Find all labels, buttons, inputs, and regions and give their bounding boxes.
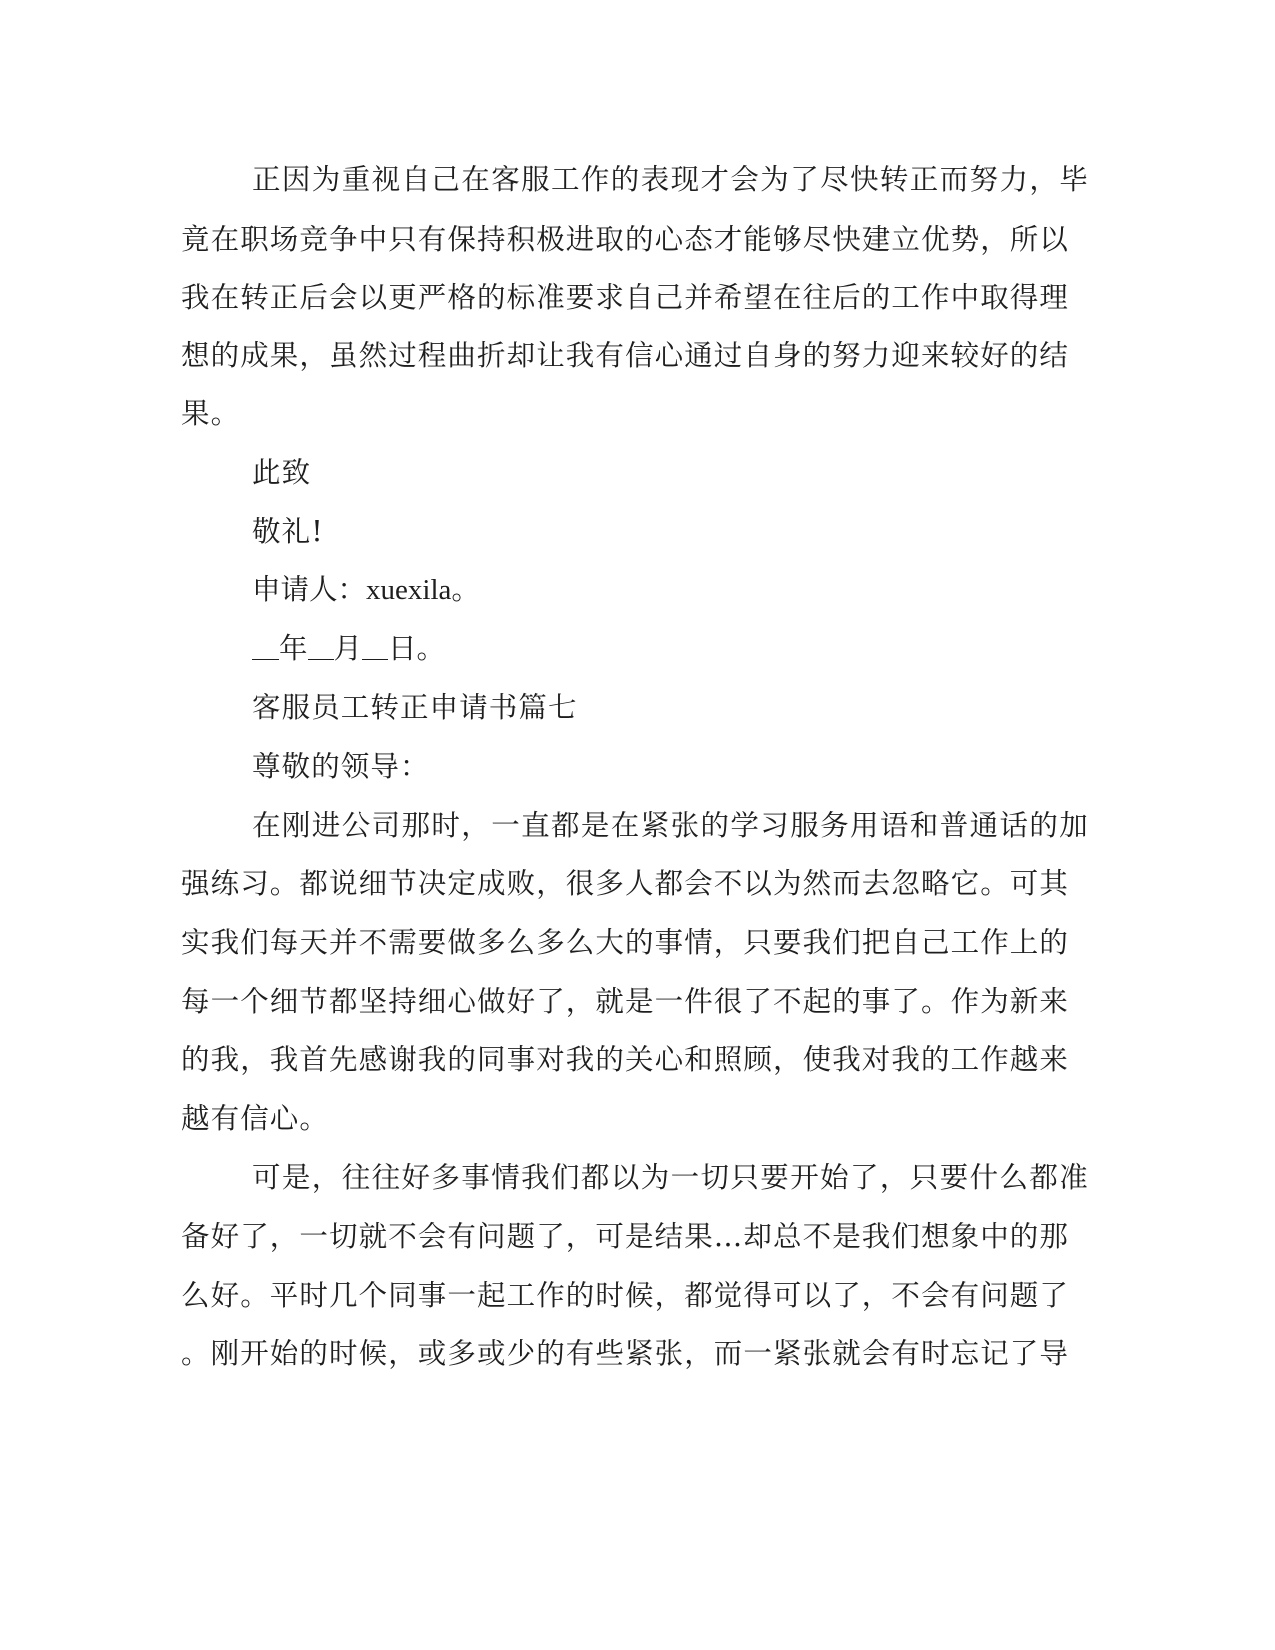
paragraph-1-line-1: 正因为重视自己在客服工作的表现才会为了尽快转正而努力，毕 [252, 163, 1090, 196]
date-day-blank [362, 629, 388, 660]
paragraph-1-line-3: 我在转正后会以更严格的标准要求自己并希望在往后的工作中取得理 [181, 281, 1070, 314]
date-month-blank [308, 629, 334, 660]
paragraph-2-line-5: 的我，我首先感谢我的同事对我的关心和照顾，使我对我的工作越来 [181, 1043, 1070, 1076]
date-line [0, 627, 1275, 671]
applicant-line [0, 568, 1275, 612]
paragraph-2-line-3: 实我们每天并不需要做多么多么大的事情，只要我们把自己工作上的 [181, 926, 1070, 959]
paragraph-3-line-4: 。刚开始的时候，或多或少的有些紧张，而一紧张就会有时忘记了导 [181, 1337, 1070, 1370]
paragraph-2-line-4: 每一个细节都坚持细心做好了，就是一件很了不起的事了。作为新来 [181, 985, 1070, 1018]
paragraph-1-line-4: 想的成果，虽然过程曲折却让我有信心通过自身的努力迎来较好的结 [181, 339, 1070, 372]
closing-salutation: 此致 [252, 456, 312, 489]
date-year-blank [252, 629, 279, 660]
applicant-end: 。 [451, 573, 480, 606]
paragraph-1-line-5: 果。 [181, 397, 241, 430]
paragraph-3-line-3: 么好。平时几个同事一起工作的时候，都觉得可以了，不会有问题了 [181, 1279, 1070, 1312]
date-month-label: 月 [333, 632, 363, 665]
greeting: 尊敬的领导： [252, 750, 430, 783]
paragraph-2-line-2: 强练习。都说细节决定成败，很多人都会不以为然而去忽略它。可其 [181, 867, 1070, 900]
paragraph-2-line-1: 在刚进公司那时，一直都是在紧张的学习服务用语和普通话的加 [252, 809, 1090, 842]
paragraph-3-line-2: 备好了，一切就不会有问题了，可是结果…却总不是我们想象中的那 [181, 1220, 1070, 1253]
date-day-label: 日。 [388, 632, 446, 665]
paragraph-3-line-1: 可是，往往好多事情我们都以为一切只要开始了，只要什么都准 [252, 1161, 1090, 1194]
closing-regards: 敬礼! [252, 515, 324, 548]
paragraph-2-line-6: 越有信心。 [181, 1102, 330, 1135]
date-year-label: 年 [279, 632, 308, 665]
applicant-name: xuexila [366, 574, 452, 606]
section-title: 客服员工转正申请书篇七 [252, 691, 578, 724]
applicant-label: 申请人： [252, 573, 367, 606]
paragraph-1-line-2: 竟在职场竞争中只有保持积极进取的心态才能够尽快建立优势，所以 [181, 223, 1070, 256]
